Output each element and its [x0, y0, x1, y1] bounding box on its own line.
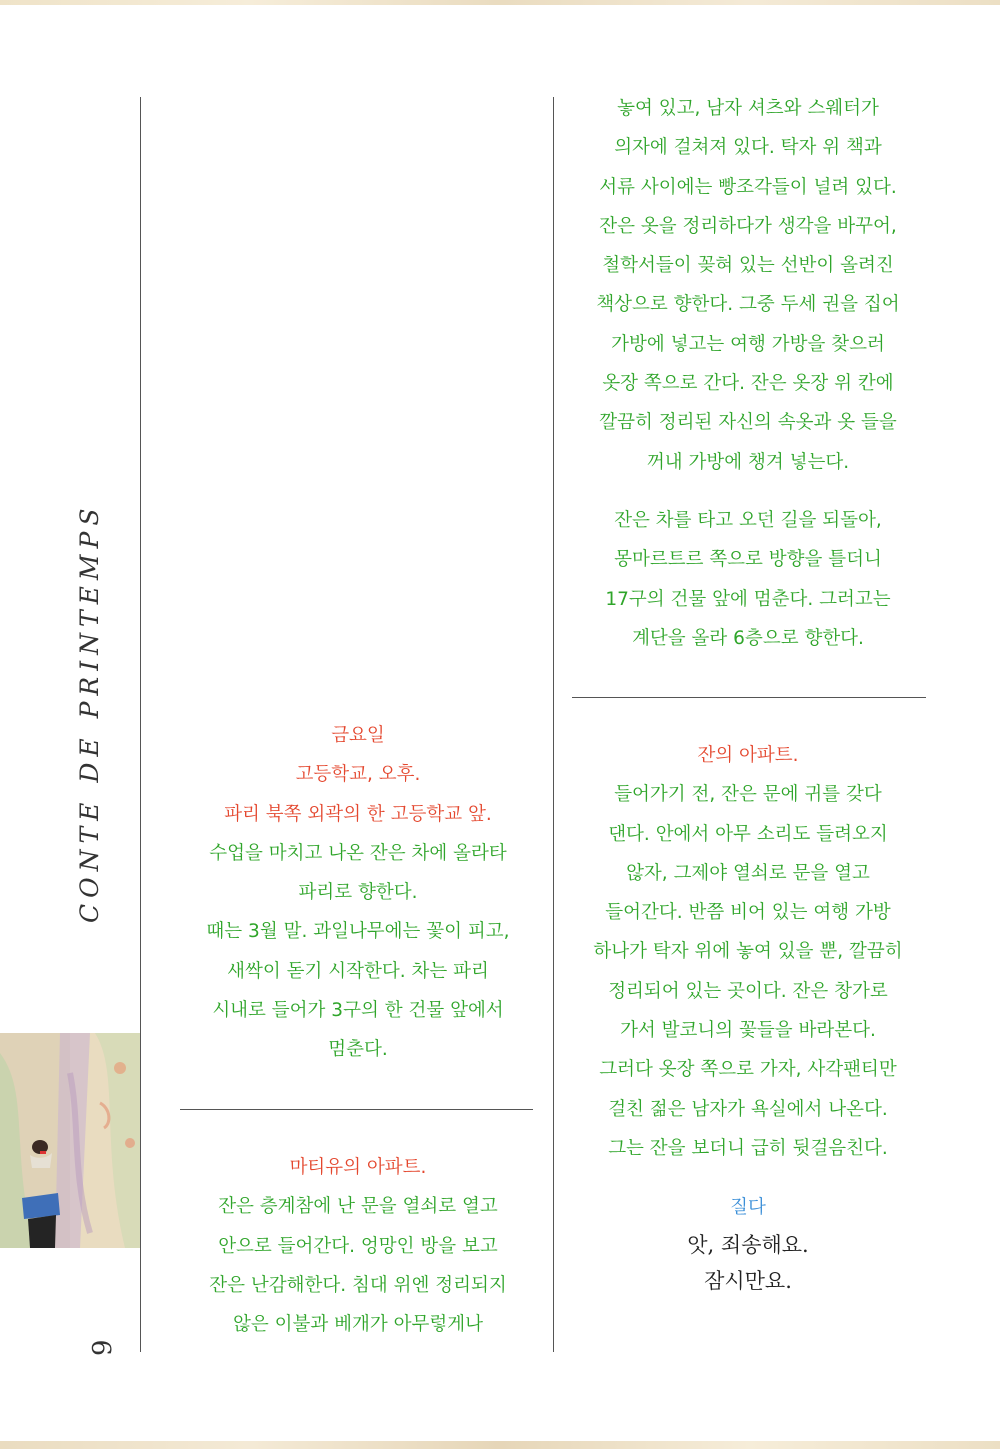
action-line: 책상으로 향한다. 그중 두세 권을 집어 — [596, 294, 900, 316]
action-line: 철학서들이 꽂혀 있는 선반이 올려진 — [602, 255, 894, 277]
action-line: 들어가기 전, 잔은 문에 귀를 갖다 — [614, 784, 882, 806]
scene-2 — [160, 1148, 556, 1344]
scene-heading-day: 금요일 — [331, 725, 385, 746]
action-line: 몽마르트르 쪽으로 방향을 틀더니 — [614, 549, 882, 571]
action-line: 안으로 들어간다. 엉망인 방을 보고 — [218, 1235, 498, 1257]
action-line: 옷장 쪽으로 간다. 잔은 옷장 위 칸에 — [602, 373, 894, 395]
paper-edge-top — [0, 0, 1000, 5]
action-line: 그는 잔을 보더니 급히 뒷걸음친다. — [608, 1137, 888, 1159]
scene-heading-detail: 파리 북쪽 외곽의 한 고등학교 앞. — [224, 803, 492, 825]
action-line: 17구의 건물 앞에 멈춘다. 그러고는 — [605, 588, 891, 610]
action-line: 때는 3월 말. 과일나무에는 꽃이 피고, — [206, 921, 510, 943]
action-line: 않은 이불과 베개가 아무렇게나 — [233, 1314, 483, 1336]
action-line: 파리로 향한다. — [298, 882, 418, 904]
action-line: 의자에 걸쳐져 있다. 탁자 위 책과 — [614, 137, 882, 159]
action-line: 하나가 탁자 위에 놓여 있을 뿐, 깔끔히 — [593, 941, 903, 963]
action-line: 수업을 마치고 나온 잔은 차에 올라타 — [209, 842, 507, 864]
action-line: 댄다. 안에서 아무 소리도 들려오지 — [608, 823, 888, 845]
action-line: 깔끔히 정리된 자신의 속옷과 옷 들을 — [599, 412, 897, 434]
scene-3 — [550, 736, 946, 1168]
scene-heading-location: 잔의 아파트. — [697, 745, 799, 766]
left-column-rule — [140, 97, 141, 1352]
dialogue-line: 앗, 죄송해요. — [687, 1233, 809, 1258]
action-line: 그러다 옷장 쪽으로 가자, 사각팬티만 — [599, 1059, 897, 1081]
left-scene-divider — [180, 1109, 533, 1110]
scene-2-continuation — [550, 89, 946, 482]
action-line: 잔은 옷을 정리하다가 생각을 바꾸어, — [599, 215, 897, 237]
running-head: CONTE DE PRINTEMPS — [75, 502, 104, 923]
action-line: 들어간다. 반쯤 비어 있는 여행 가방 — [605, 902, 891, 924]
action-line: 서류 사이에는 빵조각들이 널려 있다. — [599, 176, 897, 198]
action-line: 않자, 그제야 열쇠로 문을 열고 — [626, 862, 870, 884]
right-scene-divider — [572, 697, 926, 698]
action-line: 잔은 층계참에 난 문을 열쇠로 열고 — [218, 1196, 498, 1218]
action-line: 계단을 올라 6층으로 향한다. — [632, 627, 864, 649]
dialogue-line: 잠시만요. — [704, 1269, 792, 1294]
scene-heading-location: 고등학교, 오후. — [295, 764, 421, 786]
action-line: 새싹이 돋기 시작한다. 차는 파리 — [227, 960, 489, 982]
action-line: 잔은 차를 타고 오던 길을 되돌아, — [614, 510, 882, 531]
action-line: 시내로 들어가 3구의 한 건물 앞에서 — [212, 1000, 504, 1022]
action-line: 놓여 있고, 남자 셔츠와 스웨터가 — [617, 98, 879, 119]
action-line: 가방에 넣고는 여행 가방을 찾으러 — [611, 333, 885, 355]
action-line: 멈춘다. — [328, 1039, 388, 1061]
speaker-name: 질다 — [730, 1197, 766, 1218]
scene-2-paragraph-2 — [550, 501, 946, 658]
action-line: 걸친 젊은 남자가 욕실에서 나온다. — [608, 1098, 888, 1120]
page-number: 9 — [88, 1339, 118, 1356]
scene-1 — [160, 716, 556, 1070]
watercolor-illustration — [0, 1033, 140, 1248]
action-line: 잔은 난감해한다. 침대 위엔 정리되지 — [209, 1274, 507, 1296]
dialogue-block — [550, 1188, 946, 1299]
scene-heading-location: 마티유의 아파트. — [289, 1157, 427, 1178]
action-line: 꺼내 가방에 챙겨 넣는다. — [646, 451, 850, 473]
action-line: 정리되어 있는 곳이다. 잔은 창가로 — [608, 980, 888, 1002]
paper-edge-bottom — [0, 1441, 1000, 1449]
action-line: 가서 발코니의 꽃들을 바라본다. — [620, 1020, 876, 1042]
